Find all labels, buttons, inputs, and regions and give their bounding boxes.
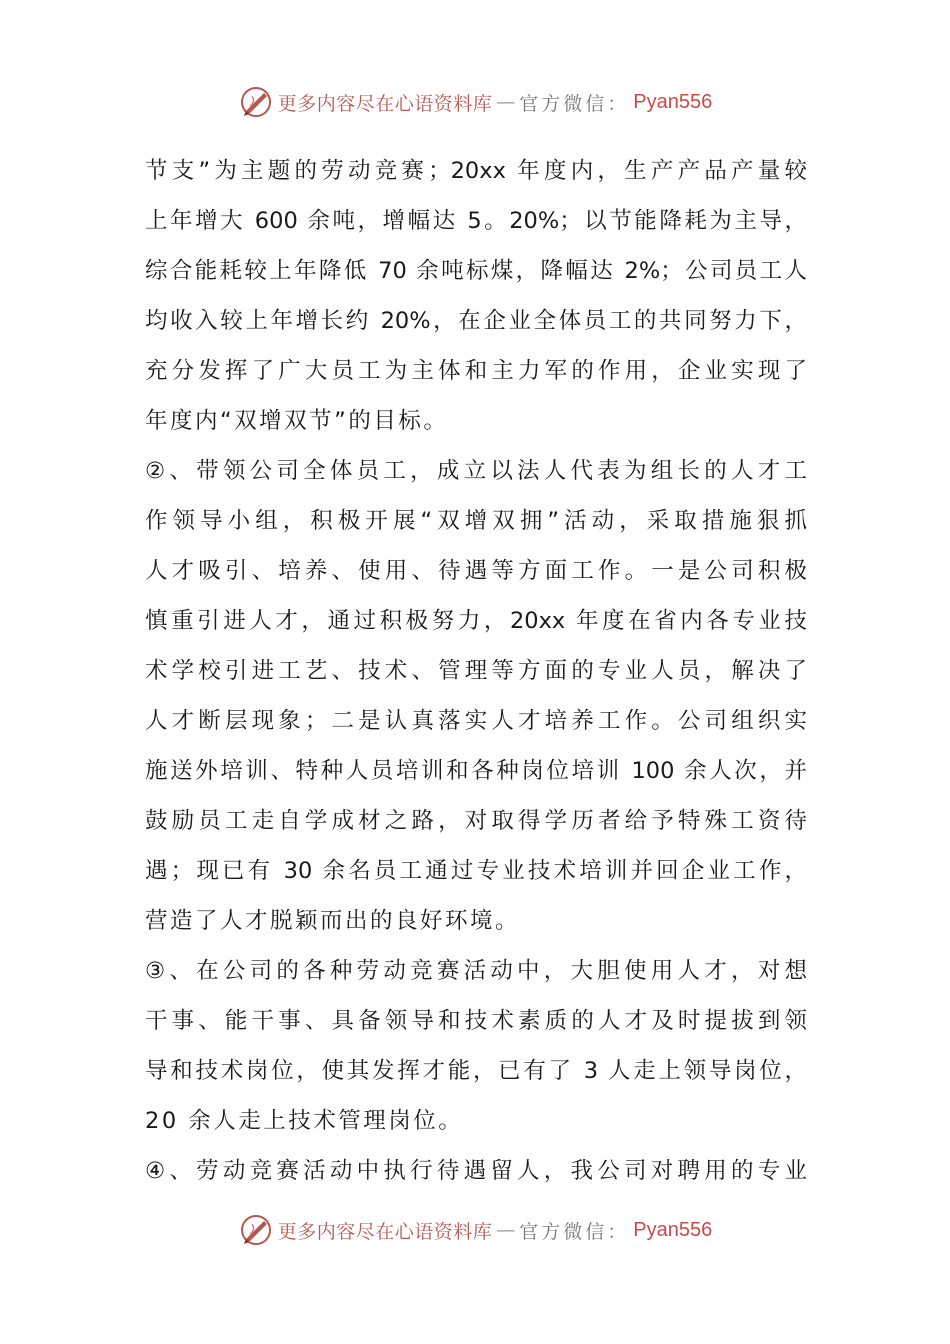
watermark-site-text: 更多内容尽在心语资料库 (277, 1220, 493, 1243)
text-line: 综合能耗较上年降低 70 余吨标煤，降幅达 2%；公司员工人 (145, 258, 807, 284)
document-body (145, 146, 807, 1196)
text-line: 人才断层现象；二是认真落实人才培养工作。公司组织实 (145, 708, 807, 734)
text-line: ④、劳动竞赛活动中执行待遇留人，我公司对聘用的专业 (145, 1158, 807, 1184)
text-line: 作领导小组，积极开展“双增双拥”活动，采取措施狠抓 (145, 508, 807, 534)
watermark-separator: — (496, 91, 516, 113)
pen-logo-icon (238, 84, 274, 120)
text-line: 干事、能干事、具备领导和技术素质的人才及时提拔到领 (145, 1008, 807, 1034)
text-line: 导和技术岗位，使其发挥才能，已有了 3 人走上领导岗位， (145, 1058, 807, 1084)
watermark-site-text: 更多内容尽在心语资料库 (277, 92, 493, 115)
footer-watermark (0, 1210, 950, 1250)
watermark-wechat-id: Pyan556 (633, 1218, 713, 1241)
text-line: ③、在公司的各种劳动竞赛活动中，大胆使用人才，对想 (145, 958, 807, 984)
watermark-separator: — (496, 1219, 516, 1241)
text-line: 节支”为主题的劳动竞赛；20xx 年度内，生产产品产量较 (145, 158, 807, 184)
text-line: 慎重引进人才，通过积极努力，20xx 年度在省内各专业技 (145, 608, 807, 634)
watermark-wechat-label: 官方微信： (519, 1220, 630, 1243)
text-line: 充分发挥了广大员工为主体和主力军的作用，企业实现了 (145, 358, 807, 384)
pen-logo-icon (238, 1212, 274, 1248)
text-line: 遇；现已有 30 余名员工通过专业技术培训并回企业工作， (145, 858, 807, 884)
text-line: 营造了人才脱颖而出的良好环境。 (145, 908, 521, 934)
text-line: 上年增大 600 余吨，增幅达 5。20%；以节能降耗为主导， (145, 208, 807, 234)
text-line: 施送外培训、特种人员培训和各种岗位培训 100 余人次，并 (145, 758, 807, 784)
text-line: 鼓励员工走自学成材之路，对取得学历者给予特殊工资待 (145, 808, 807, 834)
text-line: 年度内“双增双节”的目标。 (145, 408, 449, 434)
header-watermark (0, 82, 950, 122)
text-line: 术学校引进工艺、技术、管理等方面的专业人员，解决了 (145, 658, 807, 684)
text-line: 20 余人走上技术管理岗位。 (145, 1108, 464, 1134)
watermark-wechat-label: 官方微信： (519, 92, 630, 115)
text-line: ②、带领公司全体员工，成立以法人代表为组长的人才工 (145, 458, 807, 484)
text-line: 人才吸引、培养、使用、待遇等方面工作。一是公司积极 (145, 558, 807, 584)
text-line: 均收入较上年增长约 20%，在企业全体员工的共同努力下， (145, 308, 807, 334)
watermark-wechat-id: Pyan556 (633, 90, 713, 113)
